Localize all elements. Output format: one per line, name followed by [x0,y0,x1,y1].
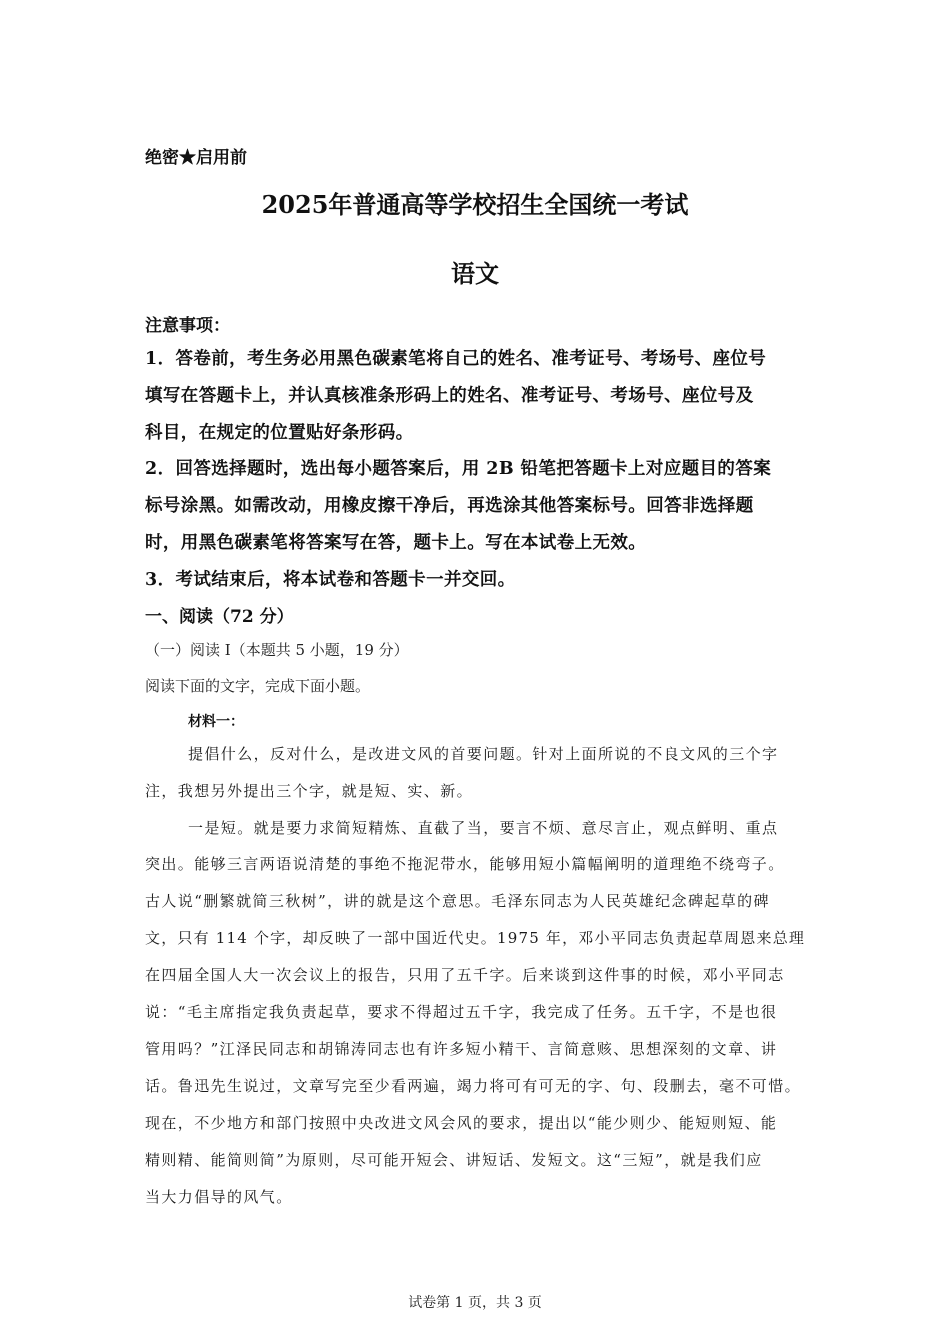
paragraph-line: 文，只有 114 个字，却反映了一部中国近代史。1975 年，邓小平同志负责起草周恩来总理 [145,929,806,947]
paragraph-line: 当大力倡导的风气。 [145,1188,293,1206]
paragraph-line: 在四届全国人大一次会议上的报告，只用了五千字。后来谈到这件事的时候，邓小平同志 [145,966,785,984]
notice-heading: 注意事项： [145,316,230,336]
page-number: 试卷第 1 页，共 3 页 [408,1295,542,1311]
paragraph-line: 现在，不少地方和部门按照中央改进文风会风的要求，提出以“能少则少、能短则短、能 [145,1114,778,1132]
notice-line: 填写在答题卡上，并认真核准条形码上的姓名、准考证号、考场号、座位号及 [145,386,754,406]
notice-line: 科目，在规定的位置贴好条形码。 [145,423,414,443]
paragraph-line: 话。鲁迅先生说过，文章写完至少看两遍，竭力将可有可无的字、句、段删去，毫不可惜。 [145,1077,802,1095]
paragraph-line: 精则精、能简则简”为原则，尽可能开短会、讲短话、发短文。这“三短”，就是我们应 [145,1151,763,1169]
paragraph-line: 古人说“删繁就简三秋树”，讲的就是这个意思。毛泽东同志为人民英雄纪念碑起草的碑 [145,892,770,910]
exam-title: 2025年普通高等学校招生全国统一考试 [261,190,689,219]
paragraph-line: 注，我想另外提出三个字，就是短、实、新。 [145,782,474,800]
reading-instruction: 阅读下面的文字，完成下面小题。 [145,677,371,695]
notice-line: 标号涂黑。如需改动，用橡皮擦干净后，再选涂其他答案标号。回答非选择题 [145,496,754,516]
paragraph-line: 管用吗？”江泽民同志和胡锦涛同志也有许多短小精干、言简意赅、思想深刻的文章、讲 [145,1040,778,1058]
notice-line: 3．考试结束后，将本试卷和答题卡一并交回。 [145,570,516,590]
sub-section-heading: （一）阅读 I（本题共 5 小题，19 分） [145,641,409,659]
paragraph-line: 提倡什么，反对什么，是改进文风的首要问题。针对上面所说的不良文风的三个字 [188,745,779,763]
material-label: 材料一： [188,714,244,730]
notice-line: 时，用黑色碳素笔将答案写在答，题卡上。写在本试卷上无效。 [145,533,647,553]
paragraph-line: 说：“毛主席指定我负责起草，要求不得超过五千字，我完成了任务。五千字，不是也很 [145,1003,778,1021]
subject-title: 语文 [451,259,499,288]
paragraph-line: 一是短。就是要力求简短精炼、直截了当，要言不烦、意尽言止，观点鲜明、重点 [188,819,779,837]
notice-line: 1．答卷前，考生务必用黑色碳素笔将自己的姓名、准考证号、考场号、座位号 [145,349,767,369]
paragraph-line: 突出。能够三言两语说清楚的事绝不拖泥带水，能够用短小篇幅阐明的道理绝不绕弯子。 [145,855,785,873]
section-heading: 一、阅读（72 分） [145,607,294,627]
notice-line: 2．回答选择题时，选出每小题答案后，用 2B 铅笔把答题卡上对应题目的答案 [145,459,772,479]
confidential-mark: 绝密★启用前 [145,148,247,168]
